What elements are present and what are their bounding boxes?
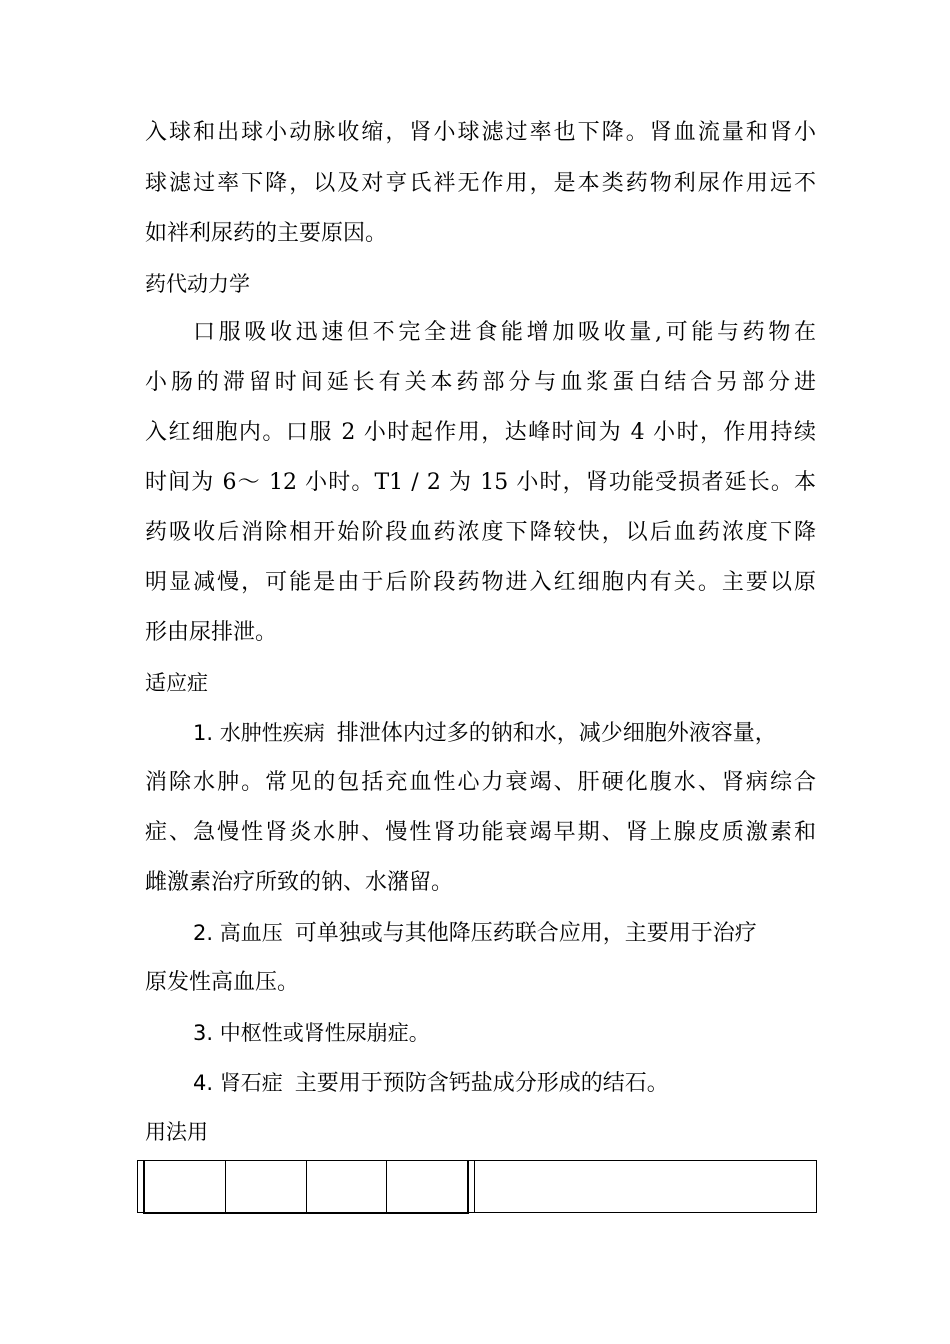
indication-title: 3. 中枢性或肾性尿崩症。 — [193, 1021, 430, 1045]
table-divider — [474, 1160, 475, 1212]
body-text-line: 球滤过率下降，以及对亨氏袢无作用，是本类药物利尿作用远不 — [145, 171, 816, 196]
body-text-line: 入红细胞内。口服 2 小时起作用，达峰时间为 4 小时，作用持续 — [145, 420, 816, 445]
body-text-line: 形由尿排泄。 — [145, 620, 278, 645]
indication-text: 主要用于预防含钙盐成分形成的结石。 — [294, 1071, 669, 1096]
body-text-line: 症、急慢性肾炎水肿、慢性肾功能衰竭早期、肾上腺皮质激素和 — [145, 820, 816, 845]
usage-table — [137, 1160, 817, 1213]
indication-text: 可单独或与其他降压药联合应用，主要用于治疗 — [294, 921, 757, 946]
indication-item-1 — [193, 718, 777, 749]
indication-item-3 — [193, 1018, 430, 1049]
section-heading-indications: 适应症 — [145, 671, 208, 695]
table-cell — [387, 1161, 467, 1212]
body-text-line: 原发性高血压。 — [145, 970, 300, 995]
body-text-line: 明显减慢，可能是由于后阶段药物进入红细胞内有关。主要以原 — [145, 570, 816, 595]
table-inner-group — [143, 1160, 469, 1214]
indication-title: 2. 高血压 — [193, 921, 283, 945]
indication-title: 4. 肾石症 — [193, 1071, 283, 1095]
body-text-line: 如袢利尿药的主要原因。 — [145, 221, 388, 246]
indication-item-4 — [193, 1068, 669, 1099]
table-cell — [226, 1161, 307, 1212]
table-cell — [307, 1161, 388, 1212]
body-text-line: 口服吸收迅速但不完全进食能增加吸收量,可能与药物在 — [193, 320, 816, 345]
body-text-line: 药吸收后消除相开始阶段血药浓度下降较快，以后血药浓度下降 — [145, 520, 816, 545]
section-heading-pharmacokinetics: 药代动力学 — [145, 272, 250, 296]
body-text-line: 时间为 6～ 12 小时。T1 / 2 为 15 小时，肾功能受损者延长。本 — [145, 470, 816, 495]
indication-item-2 — [193, 918, 757, 949]
indication-title: 1. 水肿性疾病 — [193, 721, 325, 745]
body-text-line: 雌激素治疗所致的钠、水潴留。 — [145, 870, 454, 895]
table-cell — [145, 1161, 226, 1212]
section-heading-usage: 用法用 — [145, 1120, 208, 1144]
body-text-line: 入球和出球小动脉收缩，肾小球滤过率也下降。肾血流量和肾小 — [145, 120, 816, 145]
indication-text: 排泄体内过多的钠和水，减少细胞外液容量， — [336, 721, 777, 746]
body-text-line: 消除水肿。常见的包括充血性心力衰竭、肝硬化腹水、肾病综合 — [145, 770, 816, 795]
body-text-line: 小肠的滞留时间延长有关本药部分与血浆蛋白结合另部分进 — [145, 370, 816, 395]
